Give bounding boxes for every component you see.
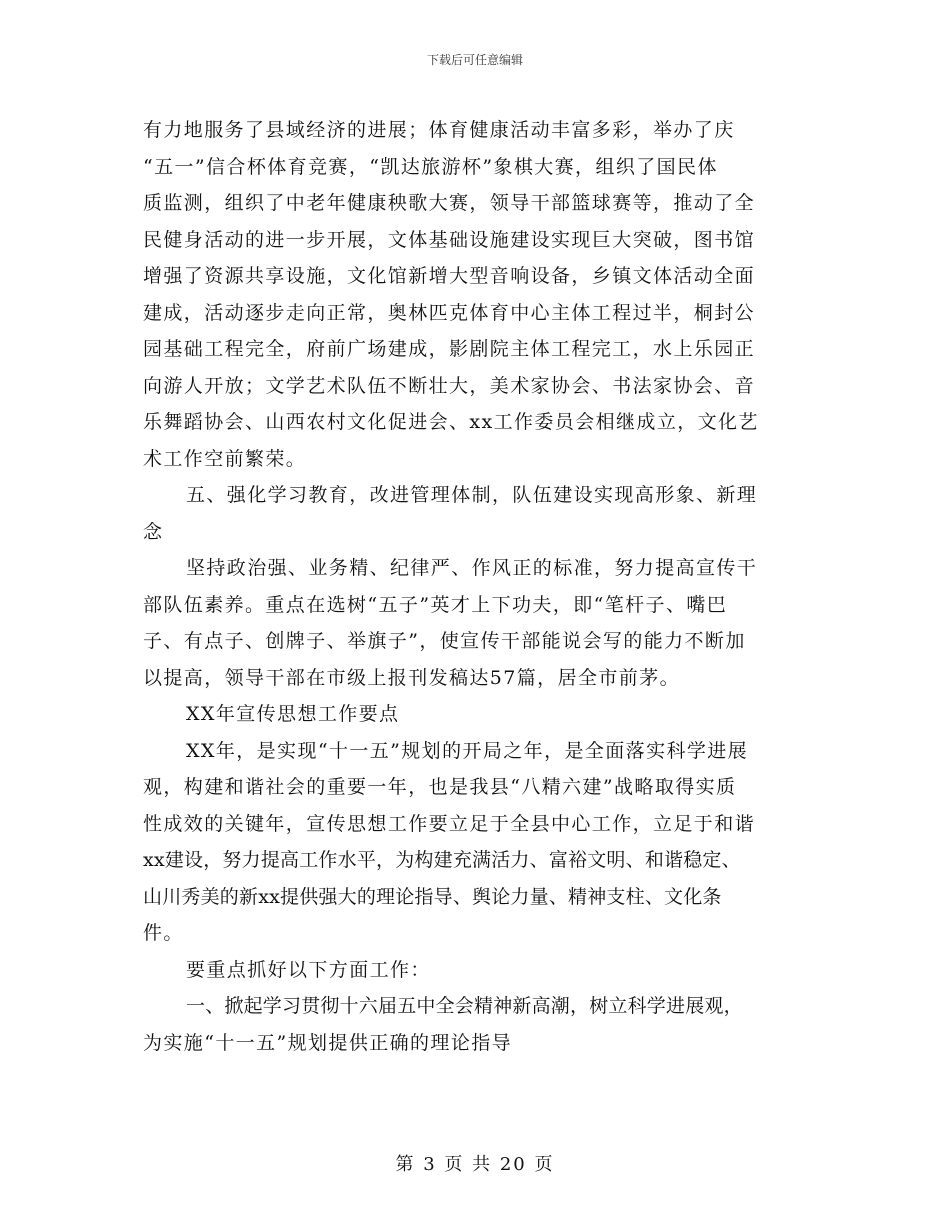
text-line: 民健身活动的进一步开展，文体基础设施建设实现巨大突破，图书馆 bbox=[143, 228, 756, 251]
section-heading: 五、强化学习教育，改进管理体制，队伍建设实现高形象、新理 bbox=[186, 484, 758, 506]
text-line: 要重点抓好以下方面工作： bbox=[186, 958, 431, 981]
text-line: 建成，活动逐步走向正常，奥林匹克体育中心主体工程过半，桐封公 bbox=[143, 301, 756, 324]
text-line: 坚持政治强、业务精、纪律严、作风正的标准，努力提高宣传干 bbox=[186, 557, 758, 579]
text-line: 以提高，领导干部在市级上报刊发稿达57篇，居全市前茅。 bbox=[143, 666, 680, 689]
text-line: XX年，是实现“十一五”规划的开局之年，是全面落实科学进展 bbox=[186, 739, 749, 762]
text-line: 山川秀美的新xx提供强大的理论指导、舆论力量、精神支柱、文化条 bbox=[143, 885, 722, 908]
text-line: 质监测，组织了中老年健康秧歌大赛，领导干部篮球赛等，推动了全 bbox=[143, 192, 756, 214]
text-line: 有力地服务了县域经济的进展；体育健康活动丰富多彩，举办了庆 bbox=[143, 119, 735, 141]
text-line: 观，构建和谐社会的重要一年，也是我县“八精六建”战略取得实质 bbox=[143, 776, 737, 798]
document-body bbox=[143, 112, 815, 1061]
page-number: 第 3 页 共 20 页 bbox=[395, 1154, 555, 1175]
text-line: 件。 bbox=[143, 922, 184, 944]
text-line: 增强了资源共享设施，文化馆新增大型音响设备，乡镇文体活动全面 bbox=[143, 265, 756, 287]
text-line: 向游人开放；文学艺术队伍不断壮大，美术家协会、书法家协会、音 bbox=[143, 374, 756, 397]
text-line: xx建设，努力提高工作水平，为构建充满活力、富裕文明、和谐稳定、 bbox=[143, 849, 741, 871]
section-heading: 一、掀起学习贯彻十六届五中全会精神新高潮，树立科学进展观， bbox=[186, 995, 743, 1017]
text-line: 乐舞蹈协会、山西农村文化促进会、xx工作委员会相继成立，文化艺 bbox=[143, 411, 759, 433]
document-subtitle: XX年宣传思想工作要点 bbox=[186, 703, 400, 725]
section-heading-continued: 念 bbox=[143, 520, 164, 543]
text-line: 术工作空前繁荣。 bbox=[143, 447, 307, 470]
text-line: 部队伍素养。重点在选树“五子”英才上下功夫，即“笔杆子、嘴巴 bbox=[143, 593, 728, 616]
section-heading-continued: 为实施“十一五”规划提供正确的理论指导 bbox=[143, 1031, 513, 1054]
text-line: 园基础工程完全，府前广场建成，影剧院主体工程完工，水上乐园正 bbox=[143, 338, 756, 360]
page-header: 下载后可任意编辑 bbox=[426, 53, 523, 67]
text-line: 子、有点子、创牌子、举旗子”，使宣传干部能说会写的能力不断加 bbox=[143, 630, 746, 652]
text-line: 性成效的关键年，宣传思想工作要立足于全县中心工作，立足于和谐 bbox=[143, 812, 756, 835]
text-line: “五一”信合杯体育竞赛，“凯达旅游杯”象棋大赛，组织了国民体 bbox=[143, 155, 718, 178]
